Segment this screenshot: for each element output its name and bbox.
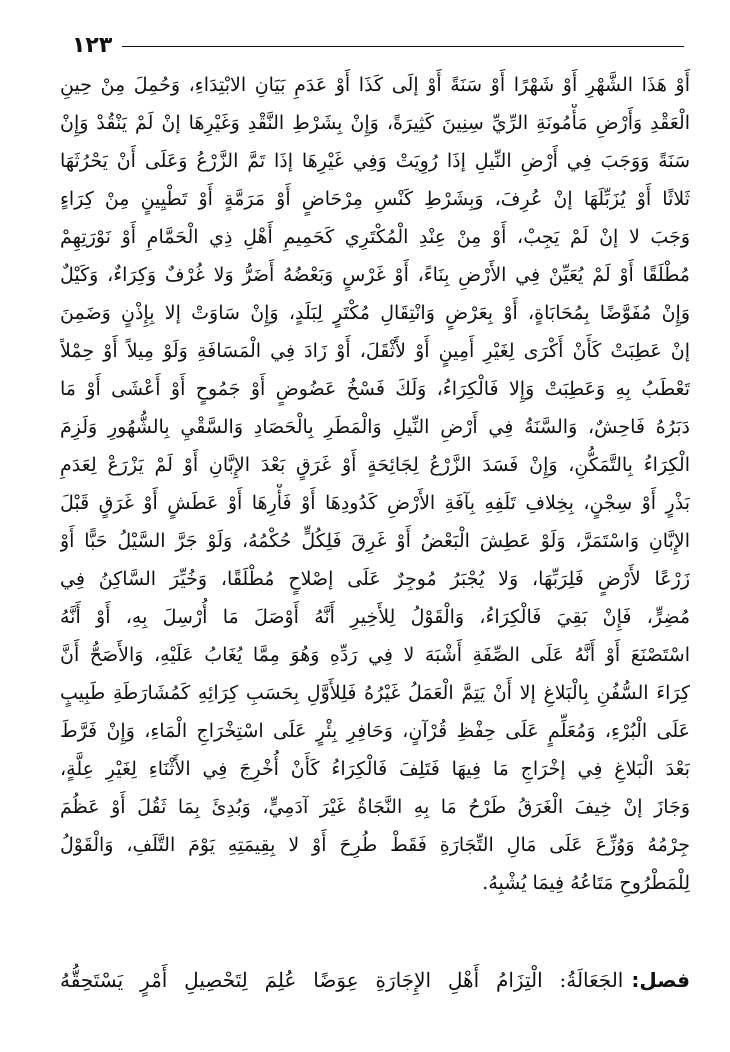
text-line: تَعْطَبُ بِهِ وَعَطِبَتْ وَإِلا فَالْكِرَاءُ، وَلَكَ فَسْخُ عَضُوضٍ أَوْ جَمُوحٍ أَوْ أَعْشَى أَوْ مَا bbox=[60, 378, 690, 400]
text-line: كِرَاءَ السُّفُنِ بِالْبَلاغِ إلا أَنْ يَتِمَّ الْعَمَلُ غَيْرُهُ فَلِلأَوَّلِ بِحَسَبِ كِرَائِهِ كَمُشَارَطَةِ طَبِيبٍ bbox=[60, 682, 690, 704]
text-line: عَلَى الْبُرْءِ، وَمُعَلِّمٍ عَلَى حِفْظِ قُرْآنٍ، وَحَافِرِ بِئْرٍ عَلَى اسْتِخْرَاجِ الْمَاءِ، وَإِنْ فَرَّطَ bbox=[60, 720, 690, 742]
text-line: مُطْلَقًا أَوْ لَمْ يُعَيِّنْ فِي الأَرْضِ بِنَاءً، أَوْ غَرْسٍ وَبَعْضُهُ أَضَرُّ وَلا غُرْفٌ وَكِرَاءٌ، وَكَيْلٌ bbox=[60, 264, 690, 286]
text-line: دَبَرُهُ فَاحِشٌ، وَالسَّنَةُ فِي أَرْضِ النِّيلِ وَالْمَطَرِ بِالْحَصَادِ وَالسَّقْيِ بِالشُّهُورِ وَلَزِمَ bbox=[60, 416, 690, 438]
section-text: الجَعَالَةُ: الْتِزَامُ أَهْلِ الإِجَارَةِ عِوَضًا عُلِمَ لِتَحْصِيلِ أَمْرٍ يَسْتَحِقُّهُ bbox=[60, 968, 624, 992]
text-line: سَنَةً وَوَجَبَ فِي أَرْضِ النِّيلِ إذَا رُوِيَتْ وَفِي غَيْرِهَا إذَا تَمَّ الزَّرْعُ وَعَلَى أَنْ يَحْرُثَهَا bbox=[60, 150, 690, 172]
text-line: مُضِرٍّ، فَإِنْ بَقِيَ فَالْكِرَاءُ، وَالْقَوْلُ لِلأَخِيرِ أَنَّهُ أَوْصَلَ مَا أُرْسِلَ بِهِ، أَوْ أَنَّهُ bbox=[60, 606, 690, 628]
text-line: الإِبَّانِ وَاسْتَمَرَّ، وَلَوْ عَطِشَ الْبَعْضُ أَوْ غَرِقَ فَلِكُلٍّ حُكْمُهُ، وَلَوْ جَرَّ السَّيْلُ حَبًّا أَوْ bbox=[60, 530, 690, 552]
page-header bbox=[72, 34, 684, 58]
text-line: لِلْمَطْرُوحِ مَتَاعُهُ فِيمَا يُشْبِهُ. bbox=[482, 872, 690, 894]
text-line: بَعْدَ الْبَلاغِ فِي إخْرَاجِ مَا فِيهَا فَتَلِفَ فَالْكِرَاءُ كَأَنْ أُخْرِجَ فِي الأَثْنَاءِ لِغَيْرِ عِلَّةٍ، bbox=[60, 758, 690, 780]
section-heading-line bbox=[60, 960, 690, 1000]
text-line: الْعَقْدِ وَأَرْضِ مَأْمُونَةِ الرِّيِّ سِنِينَ كَثِيرَةً، وَإِنْ بِشَرْطِ النَّقْدِ وَغَيْرِهَا إنْ لَمْ يَنْقُدْ وَإِنْ bbox=[60, 112, 690, 134]
text-line: أَوْ هَذَا الشَّهْرِ أَوْ شَهْرًا أَوْ سَنَةً أَوْ إلَى كَذَا أَوْ عَدَمِ بَيَانِ الابْتِدَاءِ، وَحُمِلَ مِنْ حِينِ bbox=[60, 74, 690, 96]
text-line: جِرْمُهُ وَوُزِّعَ عَلَى مَالِ التِّجَارَةِ فَقَطْ طُرِحَ أَوْ لا بِقِيمَتِهِ يَوْمَ التَّلَفِ، وَالْقَوْلُ bbox=[60, 834, 690, 856]
section-label: فصل: bbox=[631, 968, 690, 992]
text-line: وَجَبَ لا إنْ لَمْ يَجِبْ، أَوْ مِنْ عِنْدِ الْمُكْتَرِي كَحَمِيمِ أَهْلِ ذِي الْحَمَّامِ أَوْ نَوْرَتِهِمْ bbox=[60, 226, 690, 248]
text-line: زَرْعًا لأَرْضٍ فَلِرَبِّهَا، وَلا يُجْبَرُ مُوجِرٌ عَلَى إصْلاحٍ مُطْلَقًا، وَخُيِّرَ السَّاكِنُ فِي bbox=[60, 568, 690, 590]
body-text bbox=[60, 66, 690, 902]
text-line: بَذْرٍ أَوْ سِجْنٍ، بِخِلافِ تَلَفِهِ بِآفَةِ الأَرْضِ كَدُودِهَا أَوْ فَأْرِهَا أَوْ عَطَشٍ أَوْ غَرَقٍ قَبْلَ bbox=[60, 492, 690, 514]
text-line: الْكِرَاءُ بِالتَّمَكُّنِ، وَإِنْ فَسَدَ الزَّرْعُ لِجَائِحَةٍ أَوْ غَرَقٍ بَعْدَ الإِبَّانِ أَوْ لَمْ يَزْرَعْ لِعَدَمِ bbox=[60, 454, 690, 476]
text-line: اسْتَصْنَعَ أَوْ أَنَّهُ عَلَى الصِّفَةِ أَشْبَهَ لا فِي رَدِّهِ وَهُوَ مِمَّا يُغَابُ عَلَيْهِ، وَالأَصَحُّ أَنَّ bbox=[60, 644, 690, 666]
text-line: ثَلاثًا أَوْ يُزَبِّلَهَا إنْ عُرِفَ، وَبِشَرْطِ كَنْسِ مِرْحَاضٍ أَوْ مَرَمَّةٍ أَوْ تَطْيِينٍ مِنْ كِرَاءٍ bbox=[60, 188, 690, 210]
page-number: ١٢٣ bbox=[72, 33, 113, 58]
text-line: وَإِنْ مُفَوَّضًا بِمُحَابَاةٍ، أَوْ بِعَرْضٍ وَانْتِقَالِ مُكْتَرٍ لِبَلَدٍ، وَإِنْ سَاوَتْ إلا بِإِذْنٍ وَضَمِنَ bbox=[60, 302, 690, 324]
text-line: وَجَازَ إنْ خِيفَ الْغَرَقُ طَرْحُ مَا بِهِ النَّجَاةُ غَيْرَ آدَمِيٍّ، وَبُدِئَ بِمَا ثَقُلَ أَوْ عَظُمَ bbox=[60, 796, 690, 818]
header-rule bbox=[122, 46, 684, 47]
text-line: إنْ عَطِبَتْ كَأَنْ أَكْرَى لِغَيْرِ أَمِينٍ أَوْ لأَثْقَلَ، أَوْ زَادَ فِي الْمَسَافَةِ وَلَوْ مِيلاً أَوْ حِمْلاً bbox=[60, 340, 690, 362]
